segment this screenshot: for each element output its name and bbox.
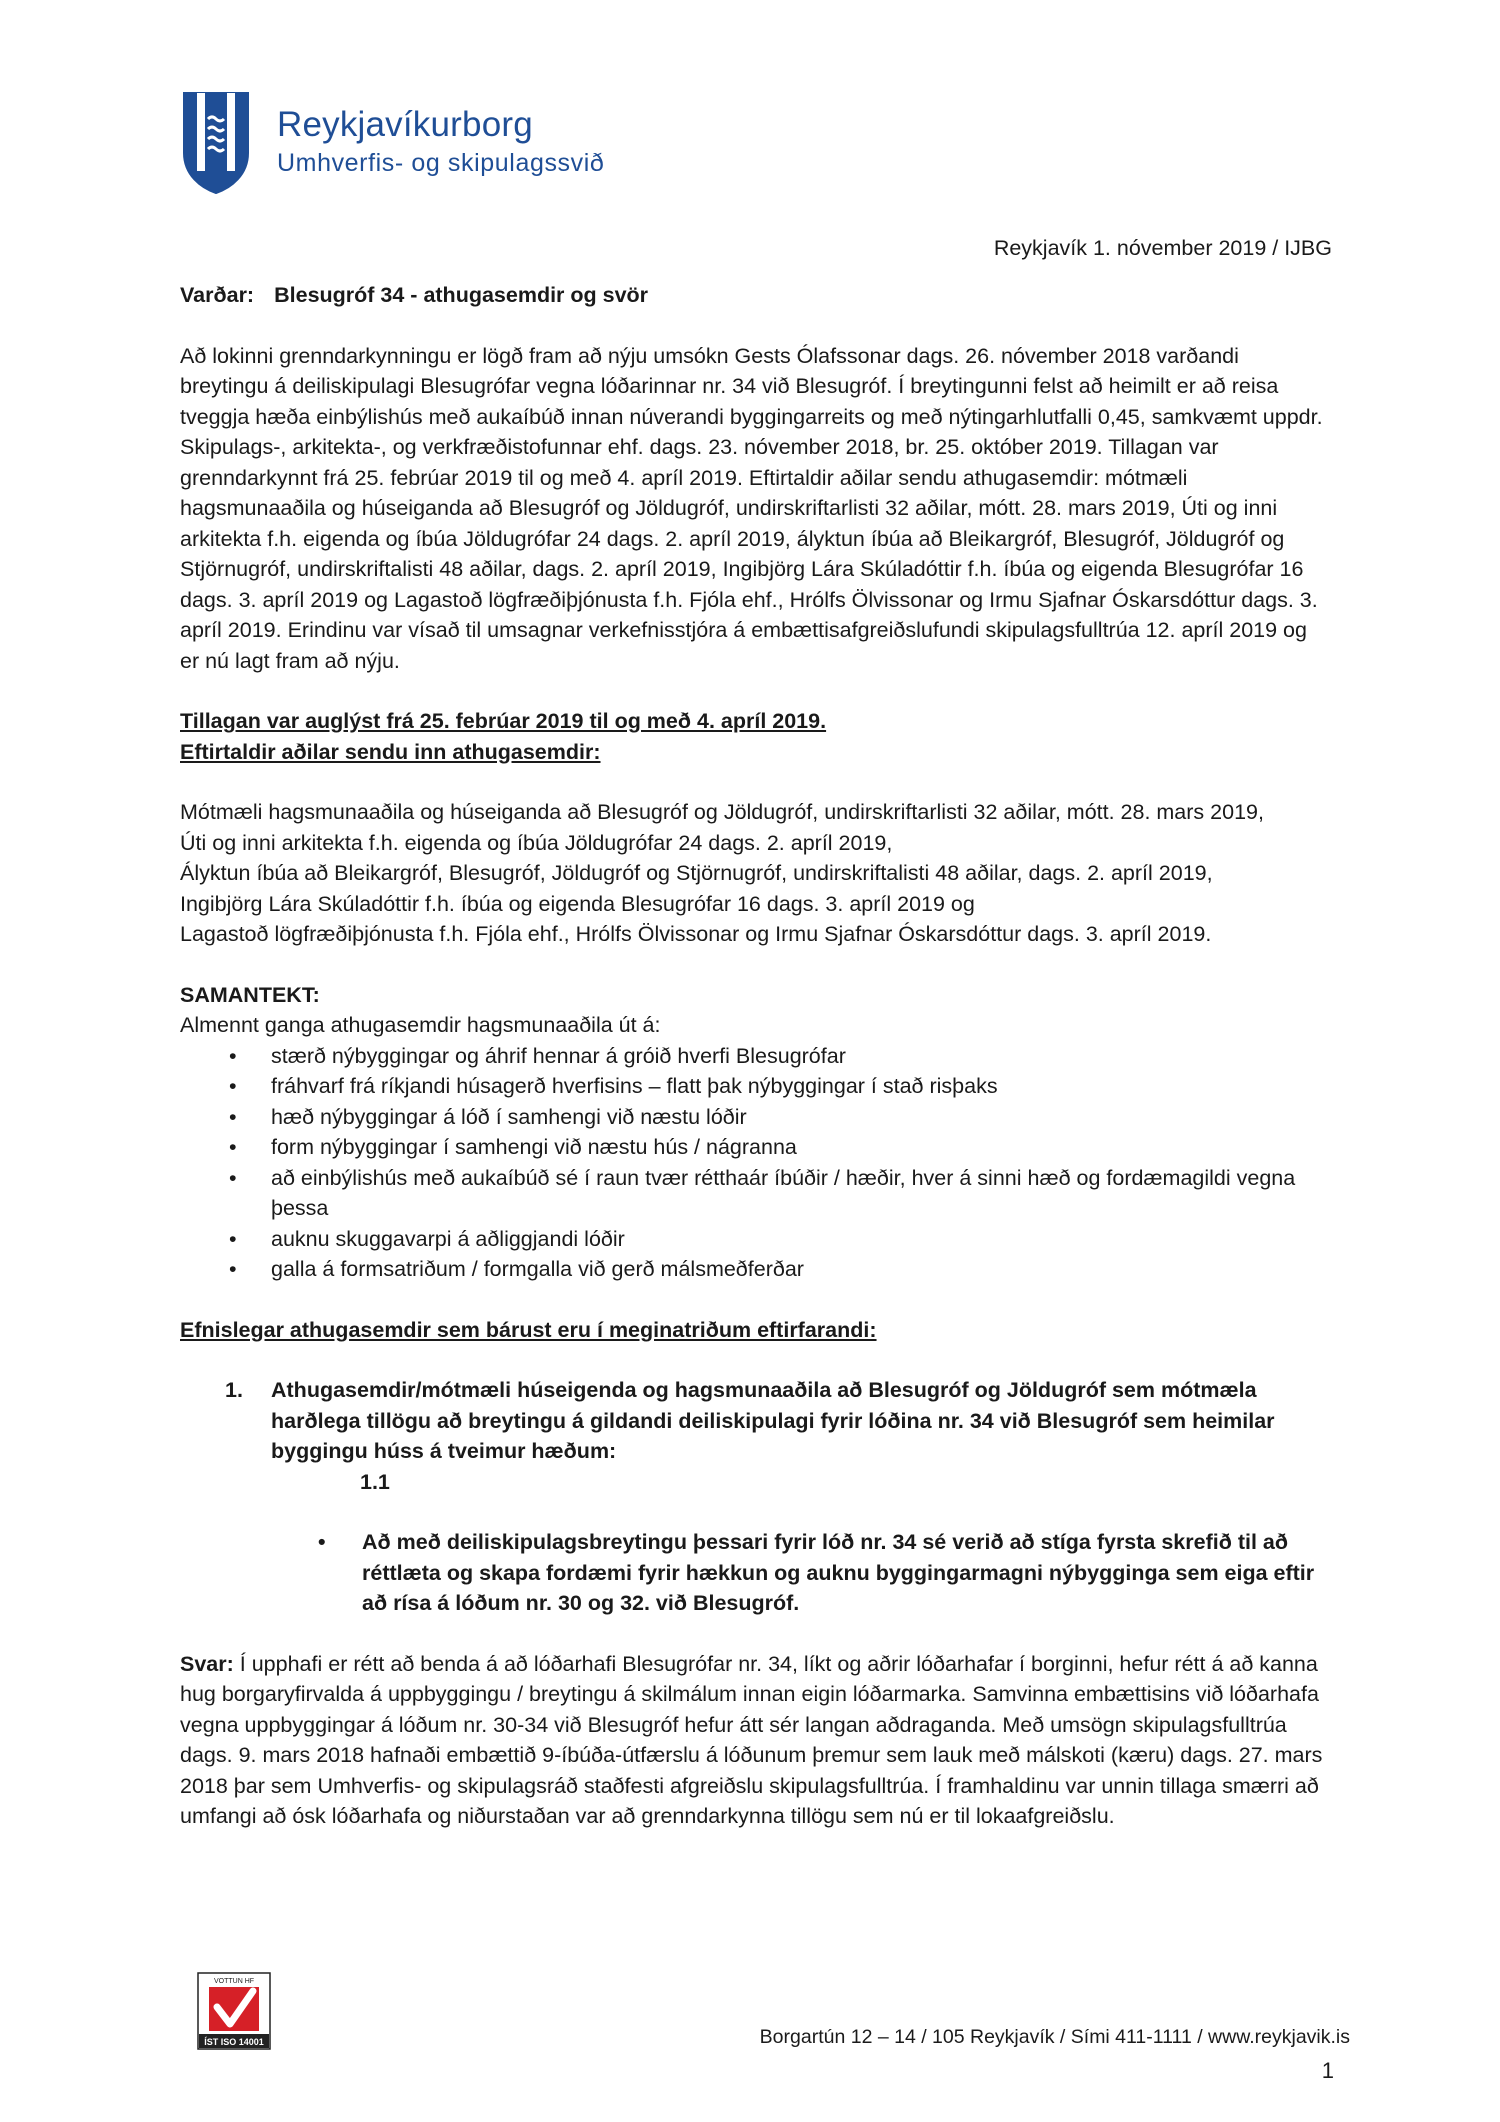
summary-bullet-text: að einbýlishús með aukaíbúð sé í raun tvær rétthaár íbúðir / hæðir, hver á sinni hæð og fordæmagildi vegna þessa xyxy=(271,1165,1296,1220)
summary-bullet xyxy=(180,1224,1330,1255)
item-number: 1. xyxy=(225,1378,243,1402)
footer-address: Borgartún 12 – 14 / 105 Reykjavík / Sími 411-1111 / www.reykjavik.is xyxy=(759,2026,1350,2048)
announcement-line-2: Eftirtaldir aðilar sendu inn athugasemdir: xyxy=(180,739,601,764)
dateline: Reykjavík 1. nóvember 2019 / IJBG xyxy=(993,236,1332,260)
summary-lead: Almennt ganga athugasemdir hagsmunaaðila út á: xyxy=(180,1013,661,1037)
summary-bullet-text: hæð nýbyggingar á lóð í samhengi við næstu lóðir xyxy=(271,1104,747,1129)
bullet-icon: • xyxy=(229,1043,237,1068)
summary-bullet xyxy=(180,1132,1330,1163)
summary-bullet-text: fráhvarf frá ríkjandi húsagerð hverfisins – flatt þak nýbyggingar í stað risþaks xyxy=(271,1074,998,1098)
answer-paragraph xyxy=(180,1649,1330,1832)
bullet-icon: • xyxy=(229,1104,237,1129)
intro-paragraph: Að lokinni grenndarkynningu er lögð fram að nýju umsókn Gests Ólafssonar dags. 26. nóvember 2018 varðandi breytingu á deiliskipulagi Blesugrófar vegna lóðarinnar nr. 34 við Blesugróf. Í breytingunni felst að heimilt er að reisa tveggja hæða einbýlishús með aukaíbúð innan núverandi byggingarreits og með nýtingarhlutfalli 0,45, samkvæmt uppdr. Skipulags-, arkitekta-, og verkfræðistofunnar ehf. dags. 23. nóvember 2018, br. 25. október 2019. Tillagan var grenndarkynnt frá 25. febrúar 2019 til og með 4. apríl 2019. Eftirtaldir aðilar sendu athugasemdir: mótmæli hagsmunaaðila og húseiganda að Blesugróf og Jöldugróf, undirskriftarlisti 32 aðilar, mótt. 28. mars 2019, Úti og inni arkitekta f.h. eigenda og íbúa Jöldugrófar 24 dags. 2. apríl 2019, ályktun íbúa að Bleikargróf, Blesugróf, Jöldugróf og Stjörnugróf, undirskriftalisti 48 aðilar, dags. 2. apríl 2019, Ingibjörg Lára Skúladóttir f.h. íbúa og eigenda Blesugrófar 16 dags. 3. apríl 2019 og Lagastoð lögfræðiþjónusta f.h. Fjóla ehf., Hrólfs Ölvissonar og Irmu Sjafnar Óskarsdóttur dags. 3. apríl 2019. Erindinu var vísað til umsagnar verkefnisstjóra á embættisafgreiðslufundi skipulagsfulltrúa 12. apríl 2019 og er nú lagt fram að nýju. xyxy=(180,343,1323,673)
bullet-icon: • xyxy=(229,1074,237,1098)
cert-bottom-text: ÍST ISO 14001 xyxy=(204,2037,264,2047)
summary-bullet-text: galla á formsatriðum / formgalla við gerð málsmeðferðar xyxy=(271,1257,804,1281)
summary-bullet xyxy=(180,1163,1330,1224)
objection-item: Ingibjörg Lára Skúladóttir f.h. íbúa og eigenda Blesugrófar 16 dags. 3. apríl 2019 og xyxy=(180,891,975,916)
sub-item-number: 1.1 xyxy=(360,1469,390,1494)
summary-bullet xyxy=(180,1102,1330,1133)
cert-top-text: VOTTUN HF xyxy=(213,1978,255,1985)
reykjavik-coat-of-arms-icon xyxy=(181,91,251,195)
objection-item: Lagastoð lögfræðiþjónusta f.h. Fjóla ehf., Hrólfs Ölvissonar og Irmu Sjafnar Óskarsdóttur dags. 3. apríl 2019. xyxy=(180,922,1212,946)
letter-body xyxy=(180,280,1330,1832)
announcement-heading xyxy=(180,706,1330,767)
org-department: Umhverfis- og skipulagssvið xyxy=(277,149,605,177)
bullet-icon: • xyxy=(229,1165,237,1190)
objections-list xyxy=(180,797,1330,950)
sub-item-text: Að með deiliskipulagsbreytingu þessari fyrir lóð nr. 34 sé verið að stíga fyrsta skrefið til að réttlæta og skapa fordæmi fyrir hækkun og auknu byggingarmagni nýbygginga sem eiga eftir að rísa á lóðum nr. 30 og 32. við Blesugróf. xyxy=(362,1530,1315,1615)
page-number: 1 xyxy=(1321,2058,1334,2083)
objection-item: Úti og inni arkitekta f.h. eigenda og íbúa Jöldugrófar 24 dags. 2. apríl 2019, xyxy=(180,830,893,855)
summary-bullet-text: stærð nýbyggingar og áhrif hennar á gróið hverfi Blesugrófar xyxy=(271,1043,846,1068)
summary-bullet-text: auknu skuggavarpi á aðliggjandi lóðir xyxy=(271,1226,625,1251)
bullet-icon: • xyxy=(318,1530,326,1554)
summary-bullet xyxy=(180,1041,1330,1072)
sub-item-bullet xyxy=(180,1527,1330,1619)
bullet-icon: • xyxy=(229,1257,237,1281)
bullet-icon: • xyxy=(229,1226,237,1251)
subject-label: Varðar: xyxy=(180,283,255,307)
iso-certification-icon xyxy=(197,1972,271,2050)
substantive-heading: Efnislegar athugasemdir sem bárust eru í meginatriðum eftirfarandi: xyxy=(180,1317,877,1342)
announcement-line-1: Tillagan var auglýst frá 25. febrúar 2019 til og með 4. apríl 2019. xyxy=(180,709,827,733)
org-name: Reykjavíkurborg xyxy=(277,105,533,144)
answer-text: Í upphafi er rétt að benda á að lóðarhafi Blesugrófar nr. 34, líkt og aðrir lóðarhafar í borginni, hefur rétt á að kanna hug borgaryfirvalda á uppbyggingu / breytingu á skilmálum innan eigin lóðarmarka. Samvinna embættisins við lóðarhafa vegna uppbyggingar á lóðum nr. 30-34 við Blesugróf hefur átt sér langan aðdraganda. Með umsögn skipulagsfulltrúa dags. 9. mars 2018 hafnaði embættið 9-íbúða-útfærslu á lóðunum þremur sem lauk með málskoti (kæru) dags. 27. mars 2018 þar sem Umhverfis- og skipulagsráð staðfesti afgreiðslu skipulagsfulltrúa. Í framhaldinu var unnin tillaga smærri að umfangi að ósk lóðarhafa og niðurstaðan var að grenndarkynna tillögu sem nú er til lokaafgreiðslu. xyxy=(180,1651,1323,1828)
item-text: Athugasemdir/mótmæli húseigenda og hagsmunaaðila að Blesugróf og Jöldugróf sem mótmæla harðlega tillögu að breytingu á gildandi deiliskipulagi fyrir lóðina nr. 34 við Blesugróf sem heimilar byggingu húss á tveimur hæðum: xyxy=(271,1378,1275,1463)
answer-label: Svar: xyxy=(180,1651,234,1676)
objection-item: Mótmæli hagsmunaaðila og húseiganda að Blesugróf og Jöldugróf, undirskriftarlisti 32 aðilar, mótt. 28. mars 2019, xyxy=(180,800,1264,824)
header-logo xyxy=(181,91,661,201)
summary-bullet xyxy=(180,1071,1330,1102)
bullet-icon: • xyxy=(229,1135,237,1159)
numbered-item-1 xyxy=(180,1375,1330,1467)
objection-item: Ályktun íbúa að Bleikargróf, Blesugróf, Jöldugróf og Stjörnugróf, undirskriftalisti 48 aðilar, dags. 2. apríl 2019, xyxy=(180,861,1213,885)
summary-bullet-text: form nýbyggingar í samhengi við næstu hús / nágranna xyxy=(271,1135,797,1159)
summary-bullet xyxy=(180,1254,1330,1285)
summary-title: SAMANTEKT: xyxy=(180,982,320,1007)
subject-text: Blesugróf 34 - athugasemdir og svör xyxy=(274,283,649,307)
subject-line xyxy=(180,280,1330,311)
summary-bullet-list xyxy=(180,1041,1330,1285)
